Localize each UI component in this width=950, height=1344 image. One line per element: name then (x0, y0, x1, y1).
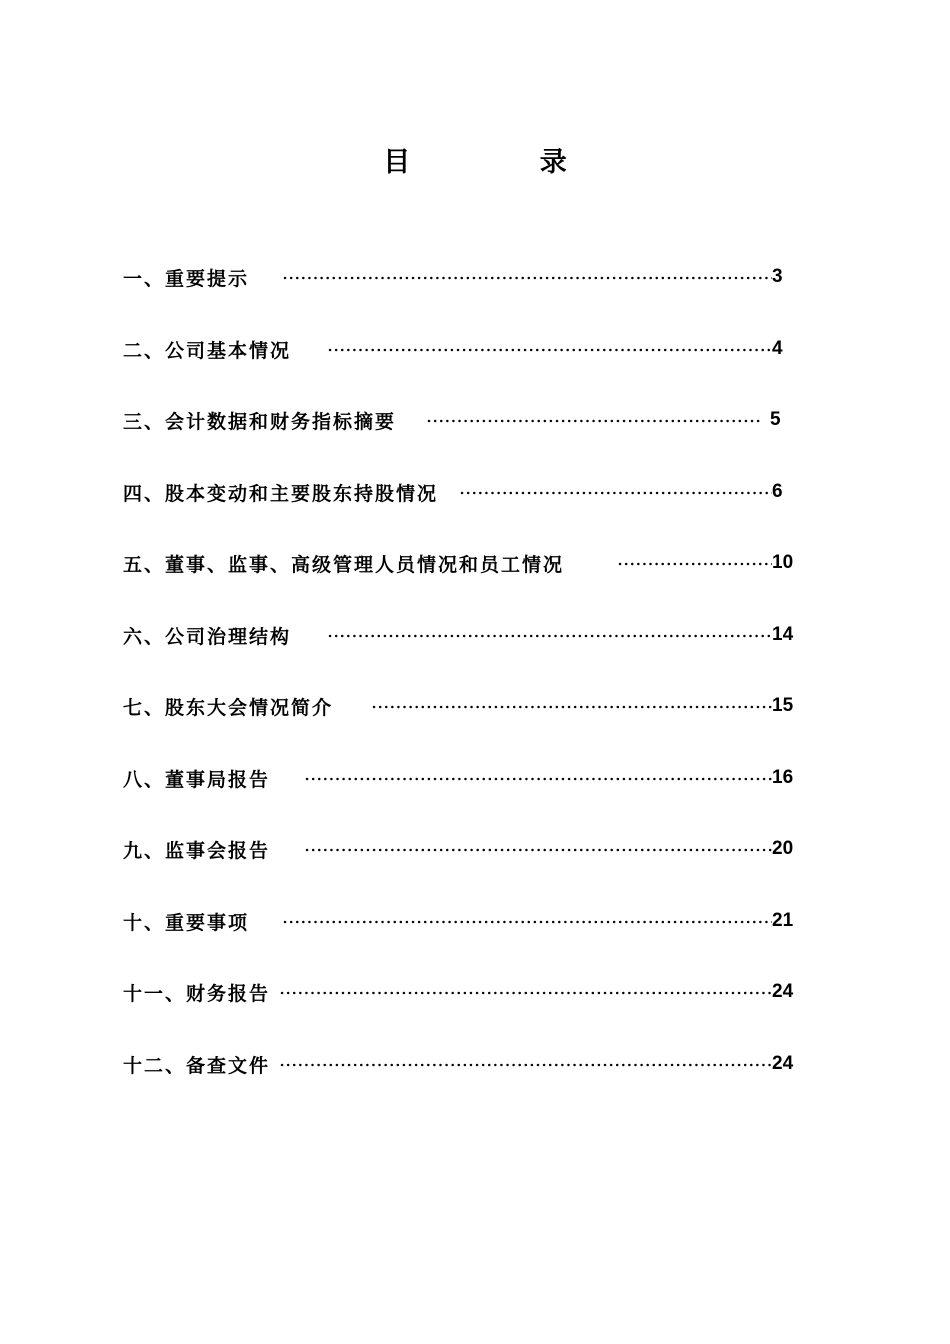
toc-entry-label: 九、监事会报告 (123, 840, 271, 862)
table-of-contents (123, 256, 823, 1114)
toc-entry-11[interactable] (123, 971, 823, 1043)
toc-entry-page: 21 (772, 909, 794, 931)
toc-entry-label: 一、重要提示 (123, 268, 250, 290)
toc-entry-page: 6 (772, 480, 783, 502)
dot-leader (279, 991, 772, 995)
dot-leader (282, 920, 772, 924)
toc-entry-8[interactable] (123, 757, 823, 829)
toc-entry-page: 10 (772, 552, 794, 573)
toc-entry-label: 十一、财务报告 (123, 983, 271, 1005)
dot-leader (327, 348, 772, 352)
toc-entry-label: 五、董事、监事、高级管理人员情况和员工情况 (123, 554, 565, 576)
toc-entry-label: 十、重要事项 (123, 911, 250, 934)
toc-entry-9[interactable] (123, 828, 823, 900)
dot-leader (617, 562, 772, 566)
toc-entry-6[interactable] (123, 614, 823, 686)
toc-entry-10[interactable] (123, 900, 823, 972)
toc-entry-2[interactable] (123, 328, 823, 400)
toc-entry-page: 16 (772, 766, 794, 788)
dot-leader (304, 848, 772, 852)
dot-leader (426, 419, 760, 423)
dot-leader (459, 491, 772, 495)
toc-entry-page: 20 (772, 838, 794, 859)
toc-entry-4[interactable] (123, 471, 823, 543)
toc-entry-3[interactable] (123, 399, 823, 471)
dot-leader (371, 705, 772, 709)
toc-entry-label: 十二、备查文件 (123, 1054, 271, 1077)
dot-leader (279, 1063, 772, 1067)
page-title: 目 录 (383, 147, 627, 178)
toc-entry-page: 3 (772, 266, 783, 287)
toc-entry-label: 六、公司治理结构 (123, 625, 292, 648)
toc-entry-label: 七、股东大会情况简介 (123, 697, 334, 719)
dot-leader (304, 777, 772, 781)
toc-entry-label: 四、股本变动和主要股东持股情况 (123, 482, 439, 505)
toc-entry-page: 4 (772, 337, 783, 359)
dot-leader (282, 276, 772, 280)
toc-entry-5[interactable] (123, 542, 823, 614)
toc-entry-page: 24 (772, 1052, 794, 1074)
toc-entry-label: 二、公司基本情况 (123, 339, 292, 362)
toc-entry-label: 三、会计数据和财务指标摘要 (123, 411, 397, 433)
toc-entry-1[interactable] (123, 256, 823, 328)
toc-entry-page: 14 (772, 623, 794, 645)
toc-entry-7[interactable] (123, 685, 823, 757)
toc-entry-page: 24 (772, 981, 794, 1002)
toc-entry-label: 八、董事局报告 (123, 768, 271, 791)
dot-leader (327, 634, 772, 638)
toc-entry-page: 5 (770, 409, 781, 430)
toc-entry-page: 15 (772, 695, 794, 716)
toc-entry-12[interactable] (123, 1043, 823, 1115)
